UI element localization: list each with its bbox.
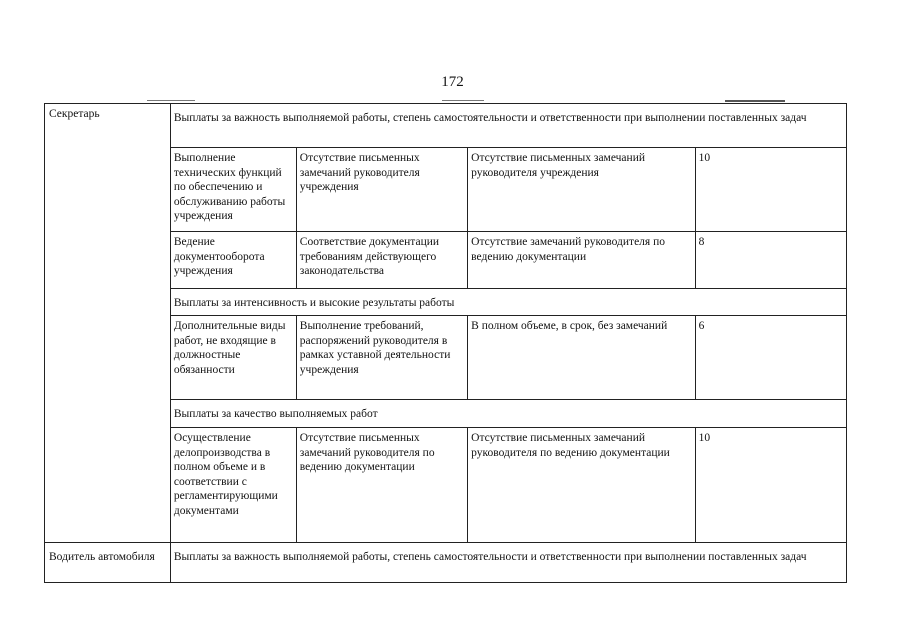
criterion-cell: Выполнение требований, распоряжений руководителя в рамках уставной деятельности учреждения <box>296 316 467 400</box>
detail-cell: Отсутствие замечаний руководителя по ведению документации <box>468 232 695 289</box>
criterion-cell: Соответствие документации требованиям действующего законодательства <box>296 232 467 289</box>
section-heading: Выплаты за качество выполняемых работ <box>170 400 846 428</box>
table-row <box>45 543 847 583</box>
detail-cell: Отсутствие письменных замечаний руководителя учреждения <box>468 148 695 232</box>
points-cell: 6 <box>695 316 846 400</box>
indicator-cell: Дополнительные виды работ, не входящие в должностные обязанности <box>170 316 296 400</box>
position-cell: Водитель автомобиля <box>45 543 171 583</box>
page-number: 172 <box>441 74 464 90</box>
position-cell: Секретарь <box>45 104 171 543</box>
section-heading: Выплаты за важность выполняемой работы, степень самостоятельности и ответственности при выполнении поставленных задач <box>170 104 846 148</box>
section-heading: Выплаты за интенсивность и высокие результаты работы <box>170 289 846 316</box>
payments-table <box>44 103 847 583</box>
section-heading: Выплаты за важность выполняемой работы, степень самостоятельности и ответственности при выполнении поставленных задач <box>170 543 846 583</box>
scan-artifact <box>725 100 785 102</box>
points-cell: 10 <box>695 428 846 543</box>
indicator-cell: Ведение документооборота учреждения <box>170 232 296 289</box>
table-row <box>45 104 847 148</box>
scan-artifact <box>442 100 484 101</box>
detail-cell: Отсутствие письменных замечаний руководителя по ведению документации <box>468 428 695 543</box>
scan-artifact <box>147 100 195 101</box>
points-cell: 8 <box>695 232 846 289</box>
detail-cell: В полном объеме, в срок, без замечаний <box>468 316 695 400</box>
points-cell: 10 <box>695 148 846 232</box>
indicator-cell: Выполнение технических функций по обеспечению и обслуживанию работы учреждения <box>170 148 296 232</box>
indicator-cell: Осуществление делопроизводства в полном объеме и в соответствии с регламентирующими документами <box>170 428 296 543</box>
criterion-cell: Отсутствие письменных замечаний руководителя учреждения <box>296 148 467 232</box>
criterion-cell: Отсутствие письменных замечаний руководителя по ведению документации <box>296 428 467 543</box>
